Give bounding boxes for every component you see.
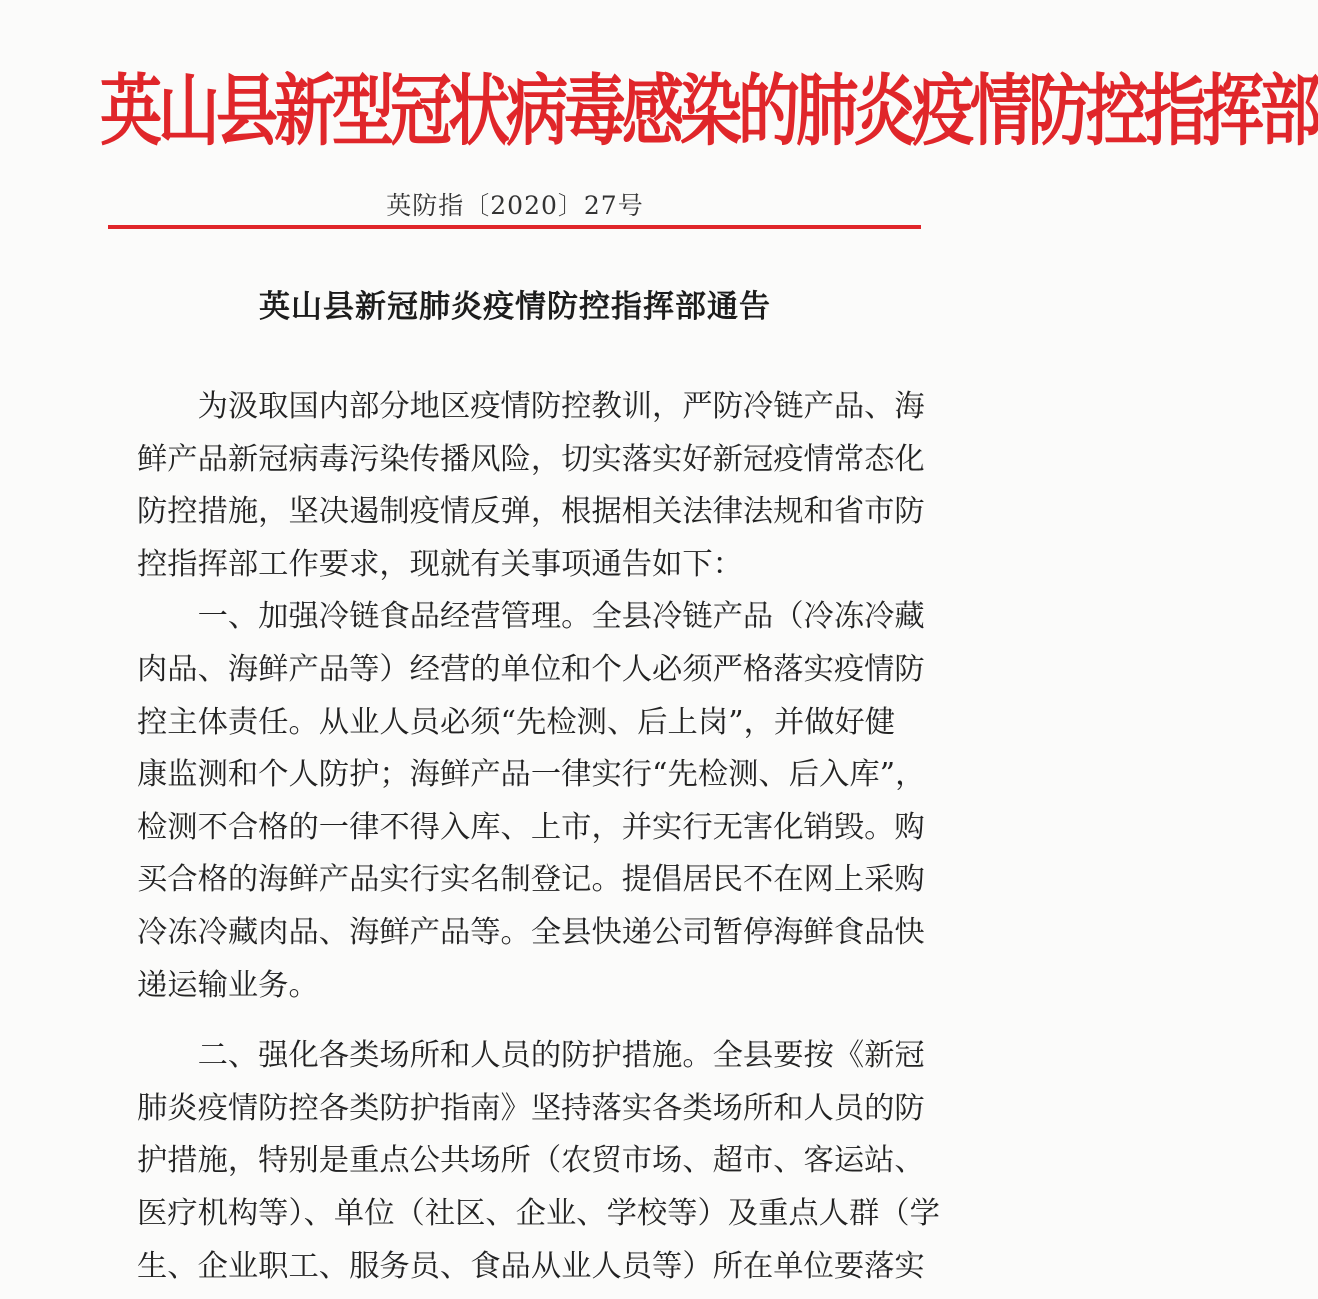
body-line: 为汲取国内部分地区疫情防控教训，严防冷链产品、海 (137, 387, 897, 440)
body-line: 控主体责任。从业人员必须“先检测、后上岗”，并做好健 (137, 703, 897, 756)
body-line: 医疗机构等）、单位（社区、企业、学校等）及重点人群（学 (137, 1194, 897, 1247)
body-line: 冷冻冷藏肉品、海鲜产品等。全县快递公司暂停海鲜食品快 (137, 913, 897, 966)
body-line: 买合格的海鲜产品实行实名制登记。提倡居民不在网上采购 (137, 860, 897, 913)
body-line: 递运输业务。 (137, 966, 897, 1019)
body-line: 检测不合格的一律不得入库、上市，并实行无害化销毁。购 (137, 808, 897, 861)
body-line: 防控措施，坚决遏制疫情反弹，根据相关法律法规和省市防 (137, 492, 897, 545)
document-number: 英防指〔2020〕27号 (0, 186, 1030, 222)
body-line: 一、加强冷链食品经营管理。全县冷链产品（冷冻冷藏 (137, 597, 897, 650)
body-line: 肺炎疫情防控各类防护指南》坚持落实各类场所和人员的防 (137, 1089, 897, 1142)
notice-title: 英山县新冠肺炎疫情防控指挥部通告 (0, 281, 1030, 326)
org-header: 英山县新型冠状病毒感染的肺炎疫情防控指挥部 (100, 37, 930, 185)
body-line: 护措施，特别是重点公共场所（农贸市场、超市、客运站、 (137, 1141, 897, 1194)
notice-body (137, 387, 897, 1299)
body-line: 康监测和个人防护；海鲜产品一律实行“先检测、后入库”， (137, 755, 897, 808)
body-line: 鲜产品新冠病毒污染传播风险，切实落实好新冠疫情常态化 (137, 440, 897, 493)
body-line: 控指挥部工作要求，现就有关事项通告如下： (137, 545, 897, 598)
body-line: 生、企业职工、服务员、食品从业人员等）所在单位要落实 (137, 1247, 897, 1299)
body-line: 肉品、海鲜产品等）经营的单位和个人必须严格落实疫情防 (137, 650, 897, 703)
body-line: 二、强化各类场所和人员的防护措施。全县要按《新冠 (137, 1036, 897, 1089)
red-divider (108, 225, 921, 229)
